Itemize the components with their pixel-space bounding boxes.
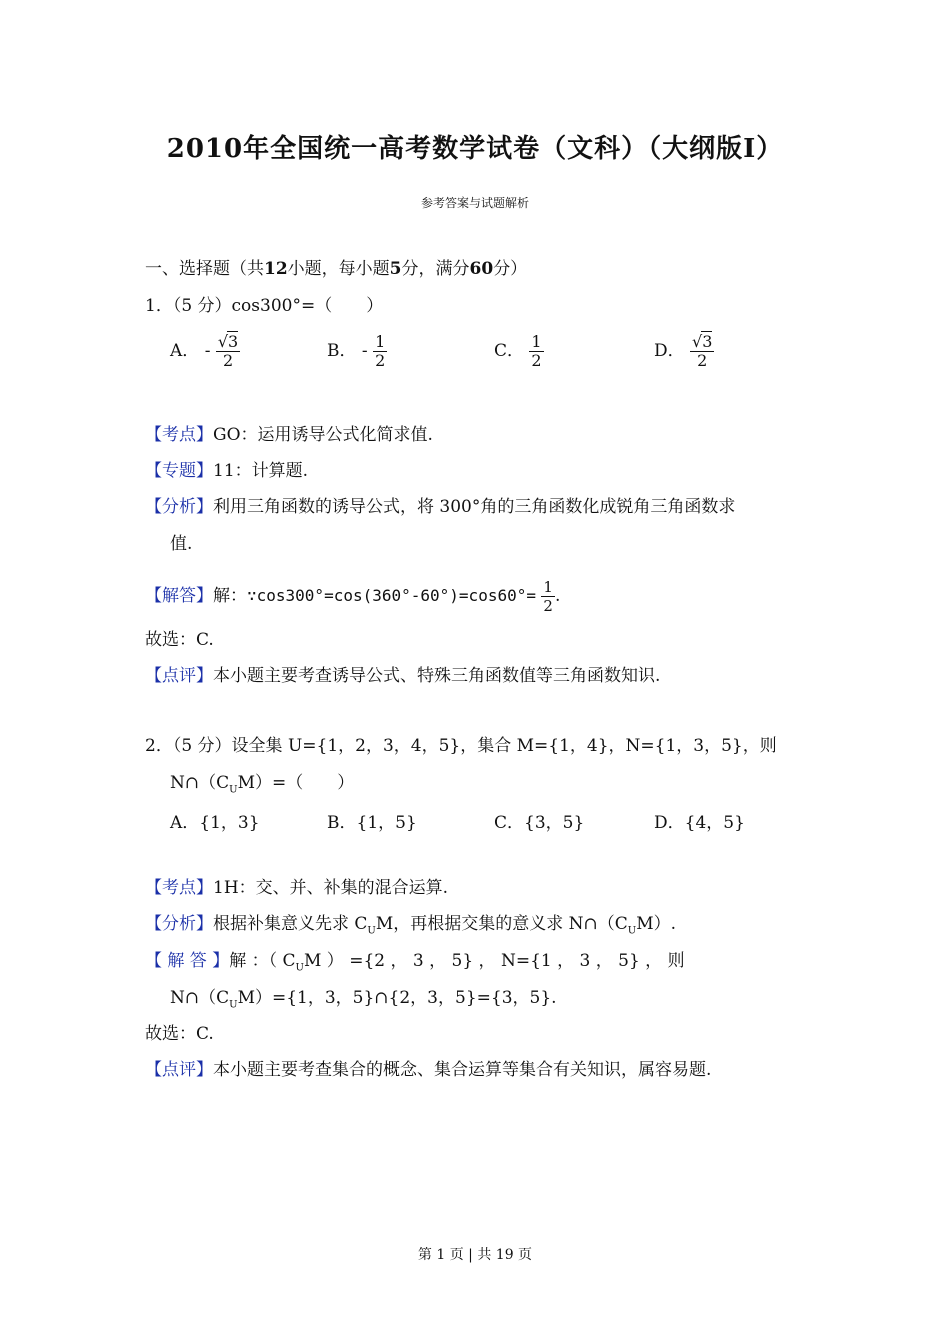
section-heading: 一、选择题（共12小题，每小题5分，满分60分） [145, 259, 528, 279]
q1-stem: 1．（5 分）cos300°=（ ） [145, 296, 384, 316]
q2-dianping: 【点评】本小题主要考查集合的概念、集合运算等集合有关知识，属容易题. [145, 1060, 712, 1080]
page-subtitle: 参考答案与试题解析 [420, 196, 529, 210]
q2-option-d[interactable]: D．{4，5} [654, 813, 745, 833]
q2-jieda-cont: $N\cap(C_UM)=\{1$，3，5}∩{2，3，5}={3，5}. [170, 988, 557, 1011]
q1-fenxi-cont: 值. [170, 534, 193, 554]
q1-kaodian: 【考点】GO：运用诱导公式化简求值. [145, 425, 433, 445]
q1-option-b[interactable]: B． - $\frac{1}{2}$ [327, 332, 386, 370]
q2-stem-cont: $N\cap(C_UM)=$（ ） [170, 773, 355, 796]
q1-answer: 故选：C. [145, 630, 214, 650]
q1-dianping: 【点评】本小题主要考查诱导公式、特殊三角函数值等三角函数知识. [145, 666, 661, 686]
q1-jieda: 【解答】解：∵cos300°=cos(360°-60°)=cos60°= $\frac{1}{2}$ . [145, 578, 561, 615]
q1-option-d[interactable]: D． $\frac{√3}{2}$ [654, 332, 713, 370]
q1-option-c[interactable]: C． $\frac{1}{2}$ [494, 332, 542, 370]
q1-option-a[interactable]: A． - $\frac{√3}{2}$ [170, 332, 239, 370]
q2-option-c[interactable]: C．{3，5} [494, 813, 585, 833]
q2-fenxi: 【分析】根据补集意义先求 $C_UM$，再根据交集的意义求 $N\cap(C_UM)$. [145, 914, 677, 937]
q2-kaodian: 【考点】1H：交、并、补集的混合运算. [145, 878, 449, 898]
q2-answer: 故选：C. [145, 1024, 214, 1044]
page-title: 2010年全国统一高考数学试卷（文科）（大纲版Ⅰ） [166, 134, 784, 164]
q2-stem: 2．（5 分）设全集 U={1，2，3，4，5}，集合 M={1，4}，N={1，3，5}，则 [145, 736, 777, 756]
q1-fenxi: 【分析】利用三角函数的诱导公式，将 300°角的三角函数化成锐角三角函数求 [145, 497, 736, 517]
page-footer: 第 1 页 | 共 19 页 [417, 1247, 533, 1263]
q1-zhuanti: 【专题】11：计算题. [145, 461, 309, 481]
q2-option-a[interactable]: A．{1，3} [170, 813, 260, 833]
q2-option-b[interactable]: B．{1，5} [327, 813, 417, 833]
q2-jieda: 【 解 答 】解 ：（ $C_UM$ ） ={2 ， 3 ， 5} ， N={1 ， 3 ， 5} ， 则 [145, 951, 685, 974]
